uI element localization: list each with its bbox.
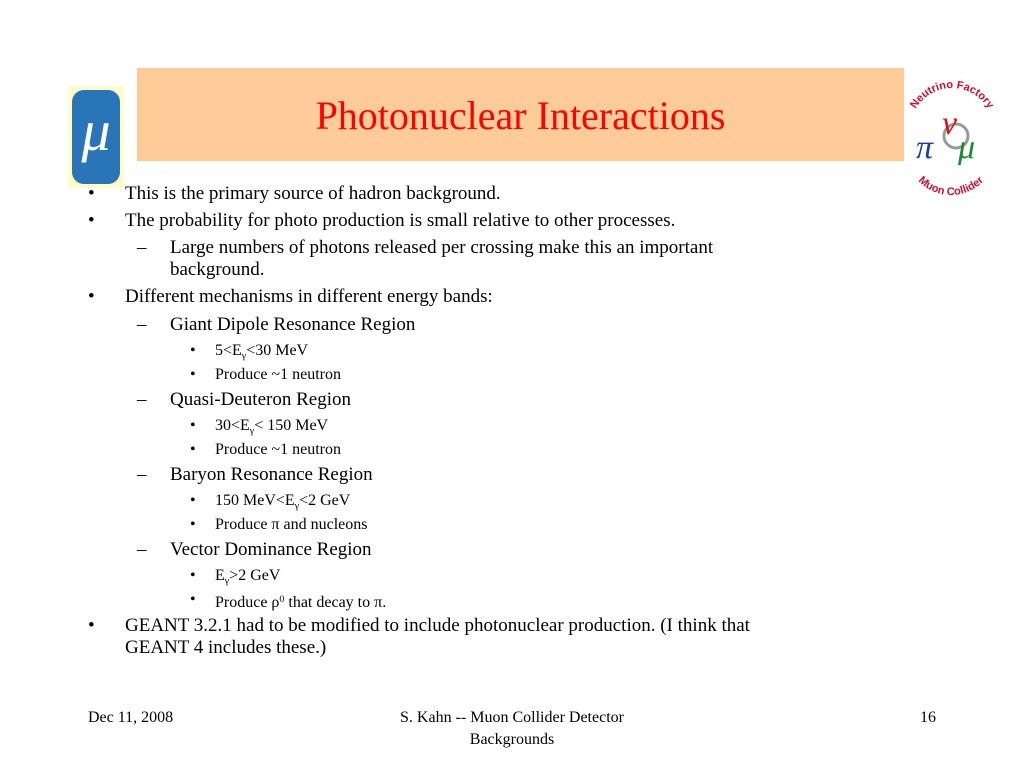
- region-baryon-resonance: Baryon Resonance Region: [170, 464, 373, 485]
- logo-pi-symbol: π: [916, 129, 934, 166]
- bullet-primary-source: This is the primary source of hadron background.: [125, 183, 501, 204]
- bullet-geant-line1: GEANT 3.2.1 had to be modified to include photonuclear production. (I think that: [125, 615, 750, 636]
- gamma-subscript: γ: [249, 425, 255, 437]
- bullet-mechanisms: Different mechanisms in different energy bands:: [125, 286, 493, 307]
- title-bar: [137, 68, 904, 161]
- dash-marker: –: [137, 237, 147, 258]
- qd-energy-range: [215, 416, 328, 440]
- dash-marker: –: [137, 389, 147, 410]
- text-part: < 150 MeV: [254, 417, 329, 434]
- footer-page-number: 16: [920, 709, 936, 726]
- bullet-marker: •: [88, 286, 95, 307]
- vd-energy-range: [215, 566, 280, 590]
- text-part: Produce ρ: [215, 593, 280, 611]
- text-part: 150 MeV<E: [215, 492, 295, 509]
- text-part: that decay to π.: [284, 593, 387, 611]
- footer-title-line2: Backgrounds: [469, 731, 555, 748]
- text-part: 30<E: [215, 417, 250, 434]
- dash-marker: –: [137, 314, 147, 335]
- text-part: <2 GeV: [299, 492, 351, 509]
- dash-marker: –: [137, 464, 147, 485]
- neutrino-factory-logo: [898, 78, 1002, 196]
- region-vector-dominance: Vector Dominance Region: [170, 539, 372, 560]
- br-produce: Produce π and nucleons: [215, 516, 368, 533]
- footer-title-line1: S. Kahn -- Muon Collider Detector: [400, 709, 624, 726]
- bullet-probability: The probability for photo production is small relative to other processes.: [125, 210, 676, 231]
- dot-marker: •: [190, 492, 196, 509]
- dot-marker: •: [190, 441, 196, 458]
- logo-nu-symbol: ν: [942, 105, 958, 142]
- text-part: 5<E: [215, 342, 242, 359]
- bullet-marker: •: [88, 210, 95, 231]
- dot-marker: •: [190, 591, 196, 608]
- dot-marker: •: [190, 342, 196, 359]
- gdr-energy-range: [215, 341, 308, 365]
- footer-date: Dec 11, 2008: [88, 709, 174, 726]
- gamma-subscript: γ: [241, 350, 247, 362]
- region-giant-dipole: Giant Dipole Resonance Region: [170, 314, 416, 335]
- footer-title: [312, 707, 712, 751]
- dot-marker: •: [190, 567, 196, 584]
- logo-bottom-text: [916, 174, 986, 196]
- slide-title: Photonuclear Interactions: [315, 93, 726, 138]
- dot-marker: •: [190, 366, 196, 383]
- logo-top-textpath: Neutrino Factory: [908, 78, 997, 111]
- sub-bullet-photons-line2: background.: [170, 259, 265, 280]
- dot-marker: •: [190, 417, 196, 434]
- region-quasi-deuteron: Quasi-Deuteron Region: [170, 389, 351, 410]
- sub-bullet-photons-line1: Large numbers of photons released per crossing make this an important: [170, 237, 714, 258]
- text-part: >2 GeV: [229, 567, 281, 584]
- mu-logo-glyph: μ: [81, 98, 111, 163]
- bullet-geant-line2: GEANT 4 includes these.): [125, 637, 327, 658]
- gamma-subscript: γ: [224, 575, 230, 587]
- dot-marker: •: [190, 516, 196, 533]
- mu-logo: [68, 86, 124, 188]
- dash-marker: –: [137, 539, 147, 560]
- text-part: E: [215, 567, 225, 584]
- text-part: <30 MeV: [246, 342, 309, 359]
- zero-superscript: 0: [279, 594, 285, 605]
- qd-produce: Produce ~1 neutron: [215, 441, 341, 458]
- logo-mu-symbol: μ: [958, 129, 976, 166]
- br-energy-range: [215, 491, 350, 515]
- logo-bottom-textpath: Muon Collider: [916, 174, 986, 196]
- vd-produce: [215, 590, 386, 612]
- gamma-subscript: γ: [294, 500, 300, 512]
- bullet-marker: •: [88, 615, 95, 636]
- gdr-produce: Produce ~1 neutron: [215, 366, 341, 383]
- bullet-marker: •: [88, 183, 95, 204]
